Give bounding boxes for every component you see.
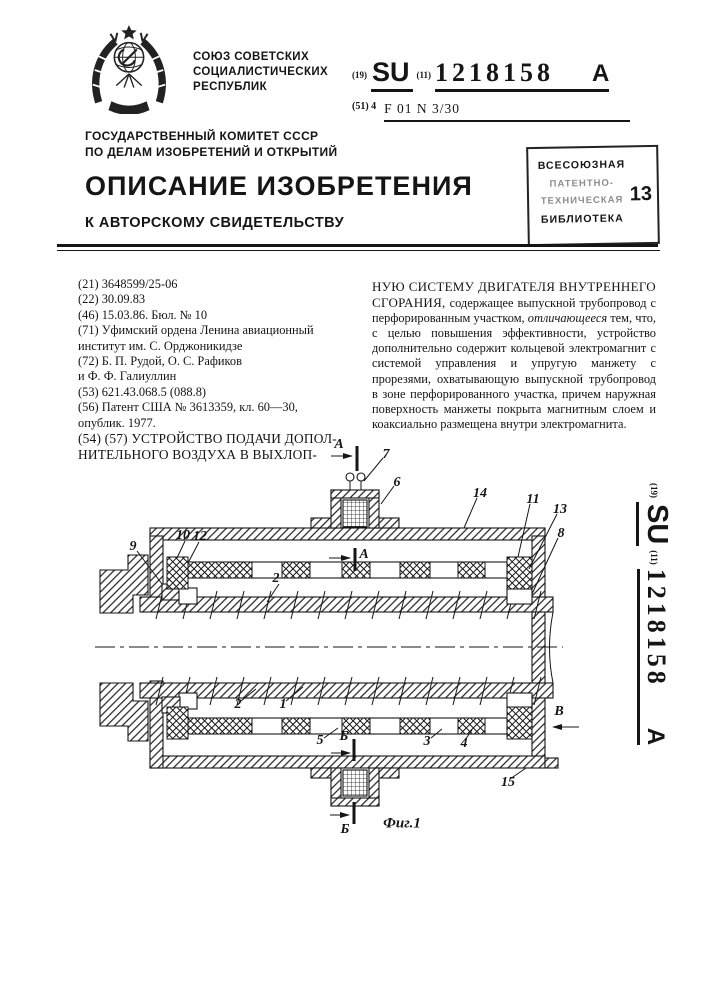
country-name-line: РЕСПУБЛИК (193, 81, 267, 93)
figure-label: 15 (501, 775, 515, 790)
sidebar-doc-number (636, 483, 673, 777)
figure-label: 2 (272, 571, 280, 586)
divider-rule (57, 244, 658, 247)
sidebar-country-code: SU (636, 502, 673, 546)
doc-kind: А (592, 59, 610, 87)
sidebar-number-underline (638, 569, 672, 745)
figure-label: 5 (316, 733, 324, 748)
country-code: SU (371, 57, 413, 92)
figure-label: 14 (473, 486, 487, 501)
code-11: (11) (416, 69, 432, 80)
committee-line: ПО ДЕЛАМ ИЗОБРЕТЕНИЙ И ОТКРЫТИЙ (85, 145, 338, 159)
page-subtitle: К АВТОРСКОМУ СВИДЕТЕЛЬСТВУ (85, 215, 345, 231)
figure-label: В (554, 704, 564, 719)
sidebar-kind: А (642, 727, 670, 746)
stamp-line: БИБЛИОТЕКА (540, 212, 624, 226)
biblio-line: (46) 15.03.86. Бюл. № 10 (78, 307, 208, 322)
divider-rule-thin (57, 250, 660, 251)
figure-label: 11 (526, 492, 540, 507)
figure-1 (95, 438, 675, 848)
figure-label: 10 (176, 528, 190, 543)
figure-drawing (95, 438, 675, 848)
figure-label: 6 (393, 475, 401, 490)
sidebar-code-19: (19) (649, 483, 660, 498)
biblio-line: (56) Патент США № 3613359, кл. 60—30, (78, 400, 298, 415)
figure-label: Б (340, 822, 350, 837)
abstract-italic-term: отличающееся (527, 311, 608, 326)
bibliographic-data (78, 277, 370, 463)
sidebar-number: 1218158 (642, 568, 672, 688)
page-title: ОПИСАНИЕ ИЗОБРЕТЕНИЯ (85, 171, 473, 201)
abstract-text (372, 279, 656, 432)
figure-label: 4 (460, 736, 468, 751)
figure-label: 7 (382, 447, 390, 462)
country-name (193, 50, 328, 95)
abstract-part1: содержащее выпускной трубопровод с перфорированным участком, (372, 296, 656, 326)
figure-label: 9 (129, 539, 137, 554)
code-19: (19) (352, 69, 367, 80)
abstract-title-continuation: НУЮ СИСТЕМУ ДВИГАТЕЛЯ ВНУТРЕННЕГО СГОРАНИЯ, (372, 279, 656, 311)
country-name-line: СОЦИАЛИСТИЧЕСКИХ (193, 66, 329, 78)
sidebar-code-11: (11) (649, 550, 660, 565)
figure-caption: Фиг.1 (383, 815, 421, 832)
invention-title-line: НИТЕЛЬНОГО ВОЗДУХА В ВЫХЛОП- (78, 447, 318, 463)
committee-name (85, 128, 337, 160)
code-51: (51) 4 (352, 101, 377, 112)
doc-number: 1218158 (435, 57, 555, 87)
invention-title-line: (54) (57) УСТРОЙСТВО ПОДАЧИ ДОПОЛ- (78, 431, 337, 447)
figure-label: Б (339, 729, 349, 744)
stamp-line: ПАТЕНТНО- (549, 177, 615, 190)
classification-row (352, 101, 630, 122)
biblio-line: (71) Уфимский ордена Ленина авиационный (78, 323, 314, 338)
library-stamp (526, 145, 660, 246)
biblio-line: опублик. 1977. (78, 415, 156, 430)
abstract-part2: тем, что, с целью повышения эффективности, устройство дополнительно содержит кольцевой электромагнит с системой управления и упругую манжету с прорезями, охватывающую выпускной трубопровод в зоне перфорированного участка, причем наружная поверхность манжеты покрыта магнитным слоем и коаксиально размещена внутри электромагнита. (372, 311, 656, 431)
ussr-emblem-icon (85, 24, 173, 114)
biblio-line: (22) 30.09.83 (78, 292, 146, 307)
country-name-line: СОЮЗ СОВЕТСКИХ (193, 51, 310, 63)
stamp-number: 13 (629, 182, 653, 206)
figure-label: А (334, 437, 344, 452)
biblio-line: (53) 621.43.068.5 (088.8) (78, 384, 207, 399)
biblio-line: (21) 3648599/25-06 (78, 277, 178, 291)
ipc-class: F 01 N 3/30 (384, 101, 630, 122)
figure-label: 8 (557, 526, 565, 541)
doc-number-row (352, 57, 609, 92)
doc-number-underline (435, 58, 609, 92)
stamp-line: ТЕХНИЧЕСКАЯ (540, 194, 624, 207)
figure-label: А (359, 547, 369, 562)
figure-label: 3 (423, 734, 431, 749)
figure-label: 13 (553, 502, 567, 517)
biblio-line: и Ф. Ф. Галиуллин (78, 369, 177, 384)
biblio-line: институт им. С. Орджоникидзе (78, 338, 243, 353)
figure-label: 2 (234, 697, 242, 712)
committee-line: ГОСУДАРСТВЕННЫЙ КОМИТЕТ СССР (85, 129, 319, 143)
figure-label: 12 (193, 529, 207, 544)
biblio-line: (72) Б. П. Рудой, О. С. Рафиков (78, 354, 242, 369)
figure-label: 1 (279, 697, 287, 712)
stamp-line: ВСЕСОЮЗНАЯ (537, 158, 626, 172)
